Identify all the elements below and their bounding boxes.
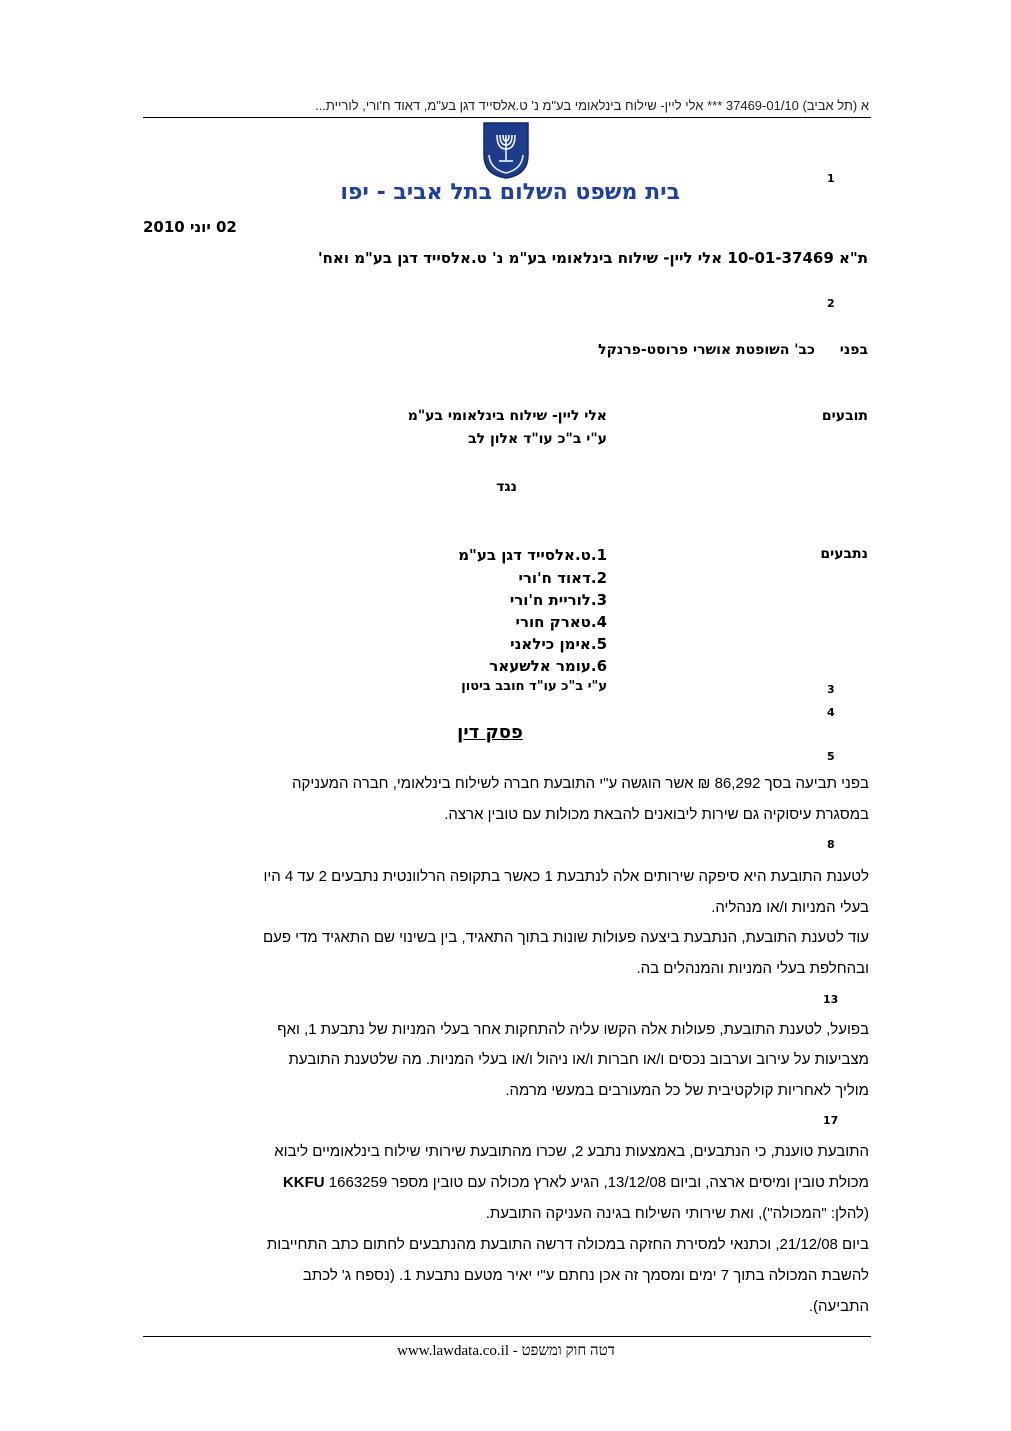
defendant-counsel: ע"י ב"כ עו"ד חובב ביטון [461, 679, 607, 694]
body-line: התביעה). [808, 1298, 869, 1315]
footer-rule [143, 1336, 871, 1337]
defendant-item: 2.דאוד ח'ורי [518, 569, 607, 587]
header-rule [143, 117, 871, 118]
versus-label: נגד [496, 479, 517, 495]
line-number: 5 [827, 750, 835, 763]
body-line: בפועל, לטענת התובעת, פעולות אלה הקשו עליה להתחקות אחר בעלי המניות של נתבעת 1, ואף [277, 1021, 869, 1038]
line-number: 8 [827, 838, 835, 851]
verdict-heading: פסק דין [457, 722, 523, 743]
body-line: עוד לטענת התובעת, הנתבעת ביצעה פעולות שונות בתוך התאגיד, בין בשינוי שם התאגיד מדי פעם [262, 929, 869, 946]
line-number: 3 [827, 683, 835, 696]
defendant-item: 4.טארק חורי [515, 613, 607, 631]
line-number: 4 [827, 706, 835, 719]
body-line: ביום 21/12/08, וכתנאי למסירת החזקה במכולה דרשה התובעת מהנתבעים לחתום כתב התחייבות [266, 1236, 869, 1253]
line-number: 2 [827, 297, 835, 310]
container-prefix: KKFU [282, 1174, 325, 1191]
container-number: 1663259 [328, 1174, 388, 1191]
judge-name: כב' השופטת אושרי פרוסט-פרנקל [598, 342, 815, 358]
body-line: מכולת טובין ומיסים ארצה, וביום 13/12/08, הגיע לארץ מכולה עם טובין מספר [391, 1174, 869, 1191]
footer-text: www.lawdata.co.il - דטה חוק ומשפט [397, 1343, 615, 1359]
defendant-item: 6.עומר אלשעאר [489, 657, 607, 675]
plaintiff-counsel: ע"י ב"כ עו"ד אלון לב [468, 431, 607, 447]
plaintiff-name: אלי ליין- שילוח בינלאומי בע"מ [407, 408, 607, 424]
body-line: לטענת התובעת היא סיפקה שירותים אלה לנתבעת 1 כאשר בתקופה הרלוונטית נתבעים 2 עד 4 היו [263, 868, 869, 885]
decision-date: 02 יוני 2010 [143, 218, 237, 236]
line-number: 1 [827, 172, 835, 185]
body-line: ובהחלפת בעלי המניות והמנהלים בה. [636, 960, 869, 977]
case-line: ת"א 10-01-37469 אלי ליין- שילוח בינלאומי בע"מ נ' ט.אלסייד דגן בע"מ ואח' [318, 249, 868, 267]
body-line: התובעת טוענת, כי הנתבעים, באמצעות נתבע 2, שכרו מהתובעת שירותי שילוח בינלאומיים ליבוא [274, 1143, 869, 1160]
body-line: מצביעות על עירוב וערבוב נכסים ו/או חברות ו/או ניהול ו/או בעלי המניות. מה שלטענת התובעת [288, 1051, 869, 1068]
running-header: א (תל אביב) 37469-01/10 *** אלי ליין- שילוח בינלאומי בע"מ נ' ט.אלסייד דגן בע"מ, דאוד ח'ורי, לוריית... [315, 98, 869, 113]
defendant-item: 3.לוריית ח'ורי [509, 591, 607, 609]
body-line: להשבת המכולה בתוך 7 ימים ומסמך זה אכן נחתם ע"י יאיר מטעם נתבעת 1. (נספח ג' לכתב [302, 1267, 869, 1284]
plaintiffs-label: תובעים [821, 408, 868, 424]
line-number: 13 [823, 993, 839, 1006]
body-line: בפני תביעה בסך 86,292 ₪ אשר הוגשה ע"י התובעת חברה לשילוח בינלאומי, חברה המעניקה [291, 775, 869, 792]
bench-label: בפני [839, 342, 868, 358]
body-line: בעלי המניות ו/או מנהליה. [711, 899, 869, 916]
defendants-label: נתבעים [820, 546, 868, 562]
defendant-item: 1.ט.אלסייד דגן בע"מ [458, 546, 607, 564]
state-emblem-icon [482, 121, 530, 179]
body-line: (להלן: "המכולה"), ואת שירותי השילוח בגינה העניקה התובעת. [485, 1205, 869, 1222]
body-line: במסגרת עיסוקיה גם שירות ליבואנים להבאת מכולות עם טובין ארצה. [444, 806, 869, 823]
body-line: מוליך לאחריות קולקטיבית של כל המעורבים במעשי מרמה. [505, 1082, 869, 1099]
line-number: 17 [823, 1114, 839, 1127]
court-name: בית משפט השלום בתל אביב - יפו [340, 180, 680, 205]
body-line-container [143, 1174, 869, 1191]
defendant-item: 5.אימן כילאני [510, 635, 607, 653]
